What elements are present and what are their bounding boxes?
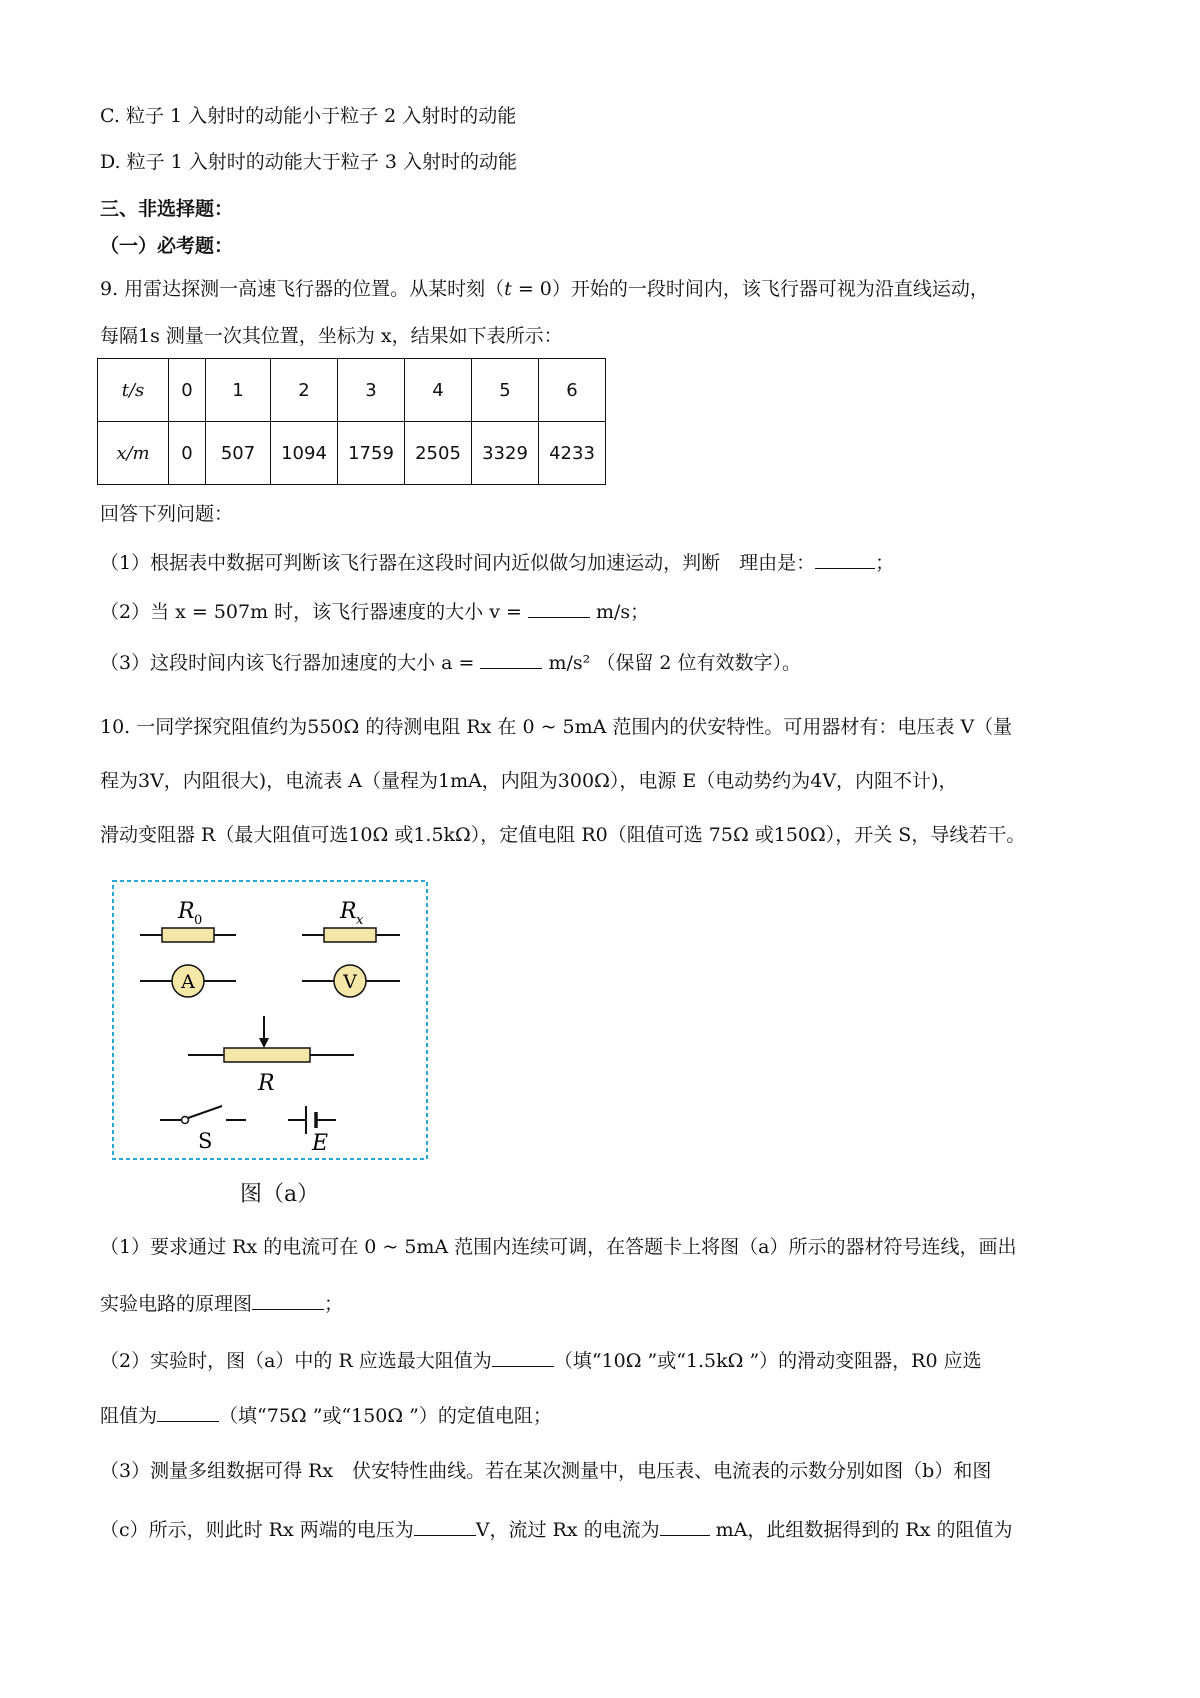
- answer-blank[interactable]: [492, 1346, 554, 1367]
- q10-line3: 滑动变阻器 R（最大阻值可选10Ω 或1.5kΩ），定值电阻 R0（阻值可选 75Ω 或150Ω），开关 S，导线若干。: [100, 824, 1026, 846]
- q10-part3-line2: [100, 1515, 1012, 1544]
- q9-part1: [100, 548, 894, 577]
- table-row-x: [98, 422, 606, 485]
- table-cell: 6: [539, 359, 606, 422]
- q9-part3-a: （3）这段时间内该飞行器加速度的大小 a =: [100, 652, 481, 674]
- label-r0-sub: 0: [194, 913, 203, 928]
- label-switch: S: [198, 1129, 213, 1153]
- table-cell: 0: [169, 359, 206, 422]
- position-table: [97, 358, 606, 485]
- circuit-components-figure: [112, 880, 428, 1160]
- label-rx: R: [340, 899, 357, 924]
- q9-part2-b: m/s；: [589, 601, 650, 623]
- table-cell: 0: [169, 422, 206, 485]
- resistor-r0: [162, 928, 214, 942]
- table-cell: 4233: [539, 422, 606, 485]
- q9-intro: 回答下列问题：: [100, 503, 234, 525]
- q10-part2-c: 阻值为: [100, 1405, 158, 1427]
- table-cell: 4: [405, 359, 472, 422]
- section-title: 三、非选择题：: [100, 198, 234, 220]
- figure-frame: [113, 881, 427, 1159]
- q10-line1: 10. 一同学探究阻值约为550Ω 的待测电阻 Rx 在 0 ~ 5mA 范围内的伏安特性。可用器材有：电压表 V（量: [100, 716, 1013, 738]
- q9-part2: [100, 597, 649, 626]
- q10-part2-line2: [100, 1401, 552, 1430]
- q10-part2-a: （2）实验时，图（a）中的 R 应选最大阻值为: [100, 1350, 492, 1372]
- table-cell: 3: [338, 359, 405, 422]
- q10-part1-a: （1）要求通过 Rx 的电流可在 0 ~ 5mA 范围内连续可调，在答题卡上将图（a）所示的器材符号连线，画出: [100, 1236, 1017, 1258]
- table-cell: 5: [472, 359, 539, 422]
- q9-line1: [100, 275, 989, 303]
- answer-blank[interactable]: [660, 1515, 710, 1536]
- q9-part3-b: m/s² （保留 2 位有效数字）。: [542, 652, 802, 674]
- table-cell: 2505: [405, 422, 472, 485]
- answer-blank[interactable]: [252, 1289, 324, 1310]
- q9-part3: [100, 648, 801, 677]
- answer-blank[interactable]: [414, 1515, 476, 1536]
- q9-part1-text: （1）根据表中数据可判断该飞行器在这段时间内近似做匀加速运动，判断 理由是：: [100, 552, 816, 574]
- q10-part1-end: ；: [324, 1293, 344, 1315]
- option-c: C. 粒子 1 入射时的动能小于粒子 2 入射时的动能: [100, 105, 517, 127]
- table-cell: 1094: [271, 422, 338, 485]
- q9-t-eq: = 0: [511, 278, 552, 300]
- table-header-x: x/m: [98, 422, 169, 485]
- answer-blank[interactable]: [815, 548, 875, 569]
- q10-part3-d: mA，此组数据得到的 Rx 的阻值为: [709, 1519, 1013, 1541]
- rheostat: [224, 1048, 310, 1062]
- figure-caption: 图（a）: [240, 1182, 320, 1207]
- q10-part3-c: V，流过 Rx 的电流为: [475, 1519, 660, 1541]
- section-subtitle: （一）必考题：: [100, 235, 234, 257]
- label-voltmeter: V: [343, 971, 357, 993]
- q9-line1-b: ）开始的一段时间内，该飞行器可视为沿直线运动，: [551, 278, 989, 300]
- q10-part2-b: （填“10Ω ”或“1.5kΩ ”）的滑动变阻器，R0 应选: [553, 1350, 982, 1372]
- q9-part1-end: ；: [875, 552, 895, 574]
- q10-part3-line1: （3）测量多组数据可得 Rx 伏安特性曲线。若在某次测量中，电压表、电流表的示数分别如图（b）和图: [100, 1460, 992, 1482]
- q9-line2: 每隔1s 测量一次其位置，坐标为 x，结果如下表所示：: [100, 325, 563, 347]
- option-d: D. 粒子 1 入射时的动能大于粒子 3 入射时的动能: [100, 151, 517, 173]
- q10-part1-b: [100, 1289, 343, 1318]
- q10-line2: 程为3V，内阻很大)，电流表 A（量程为1mA，内阻为300Ω），电源 E（电动势约为4V，内阻不计)，: [100, 770, 958, 792]
- label-ammeter: A: [181, 971, 195, 993]
- table-header-t: t/s: [98, 359, 169, 422]
- answer-blank[interactable]: [480, 648, 542, 669]
- table-cell: 3329: [472, 422, 539, 485]
- switch-icon: [182, 1117, 189, 1124]
- label-rheostat: R: [258, 1071, 275, 1096]
- table-cell: 507: [206, 422, 271, 485]
- label-battery: E: [312, 1131, 329, 1156]
- q10-part1-text: 实验电路的原理图: [100, 1293, 253, 1315]
- table-cell: 1759: [338, 422, 405, 485]
- q9-line1-a: 9. 用雷达探测一高速飞行器的位置。从某时刻（: [100, 278, 505, 300]
- q9-part2-a: （2）当 x = 507m 时，该飞行器速度的大小 v =: [100, 601, 528, 623]
- q10-part3-b: （c）所示，则此时 Rx 两端的电压为: [100, 1519, 414, 1541]
- table-cell: 1: [206, 359, 271, 422]
- q10-part2-line1: [100, 1346, 982, 1375]
- q10-part2-d: （填“75Ω ”或“150Ω ”）的定值电阻；: [219, 1405, 552, 1427]
- q9-t-symbol: t: [504, 278, 512, 300]
- table-cell: 2: [271, 359, 338, 422]
- answer-blank[interactable]: [528, 597, 590, 618]
- label-r0: R: [178, 899, 195, 924]
- resistor-rx: [324, 928, 376, 942]
- table-row-t: [98, 359, 606, 422]
- answer-blank[interactable]: [157, 1401, 219, 1422]
- label-rx-sub: x: [356, 913, 364, 928]
